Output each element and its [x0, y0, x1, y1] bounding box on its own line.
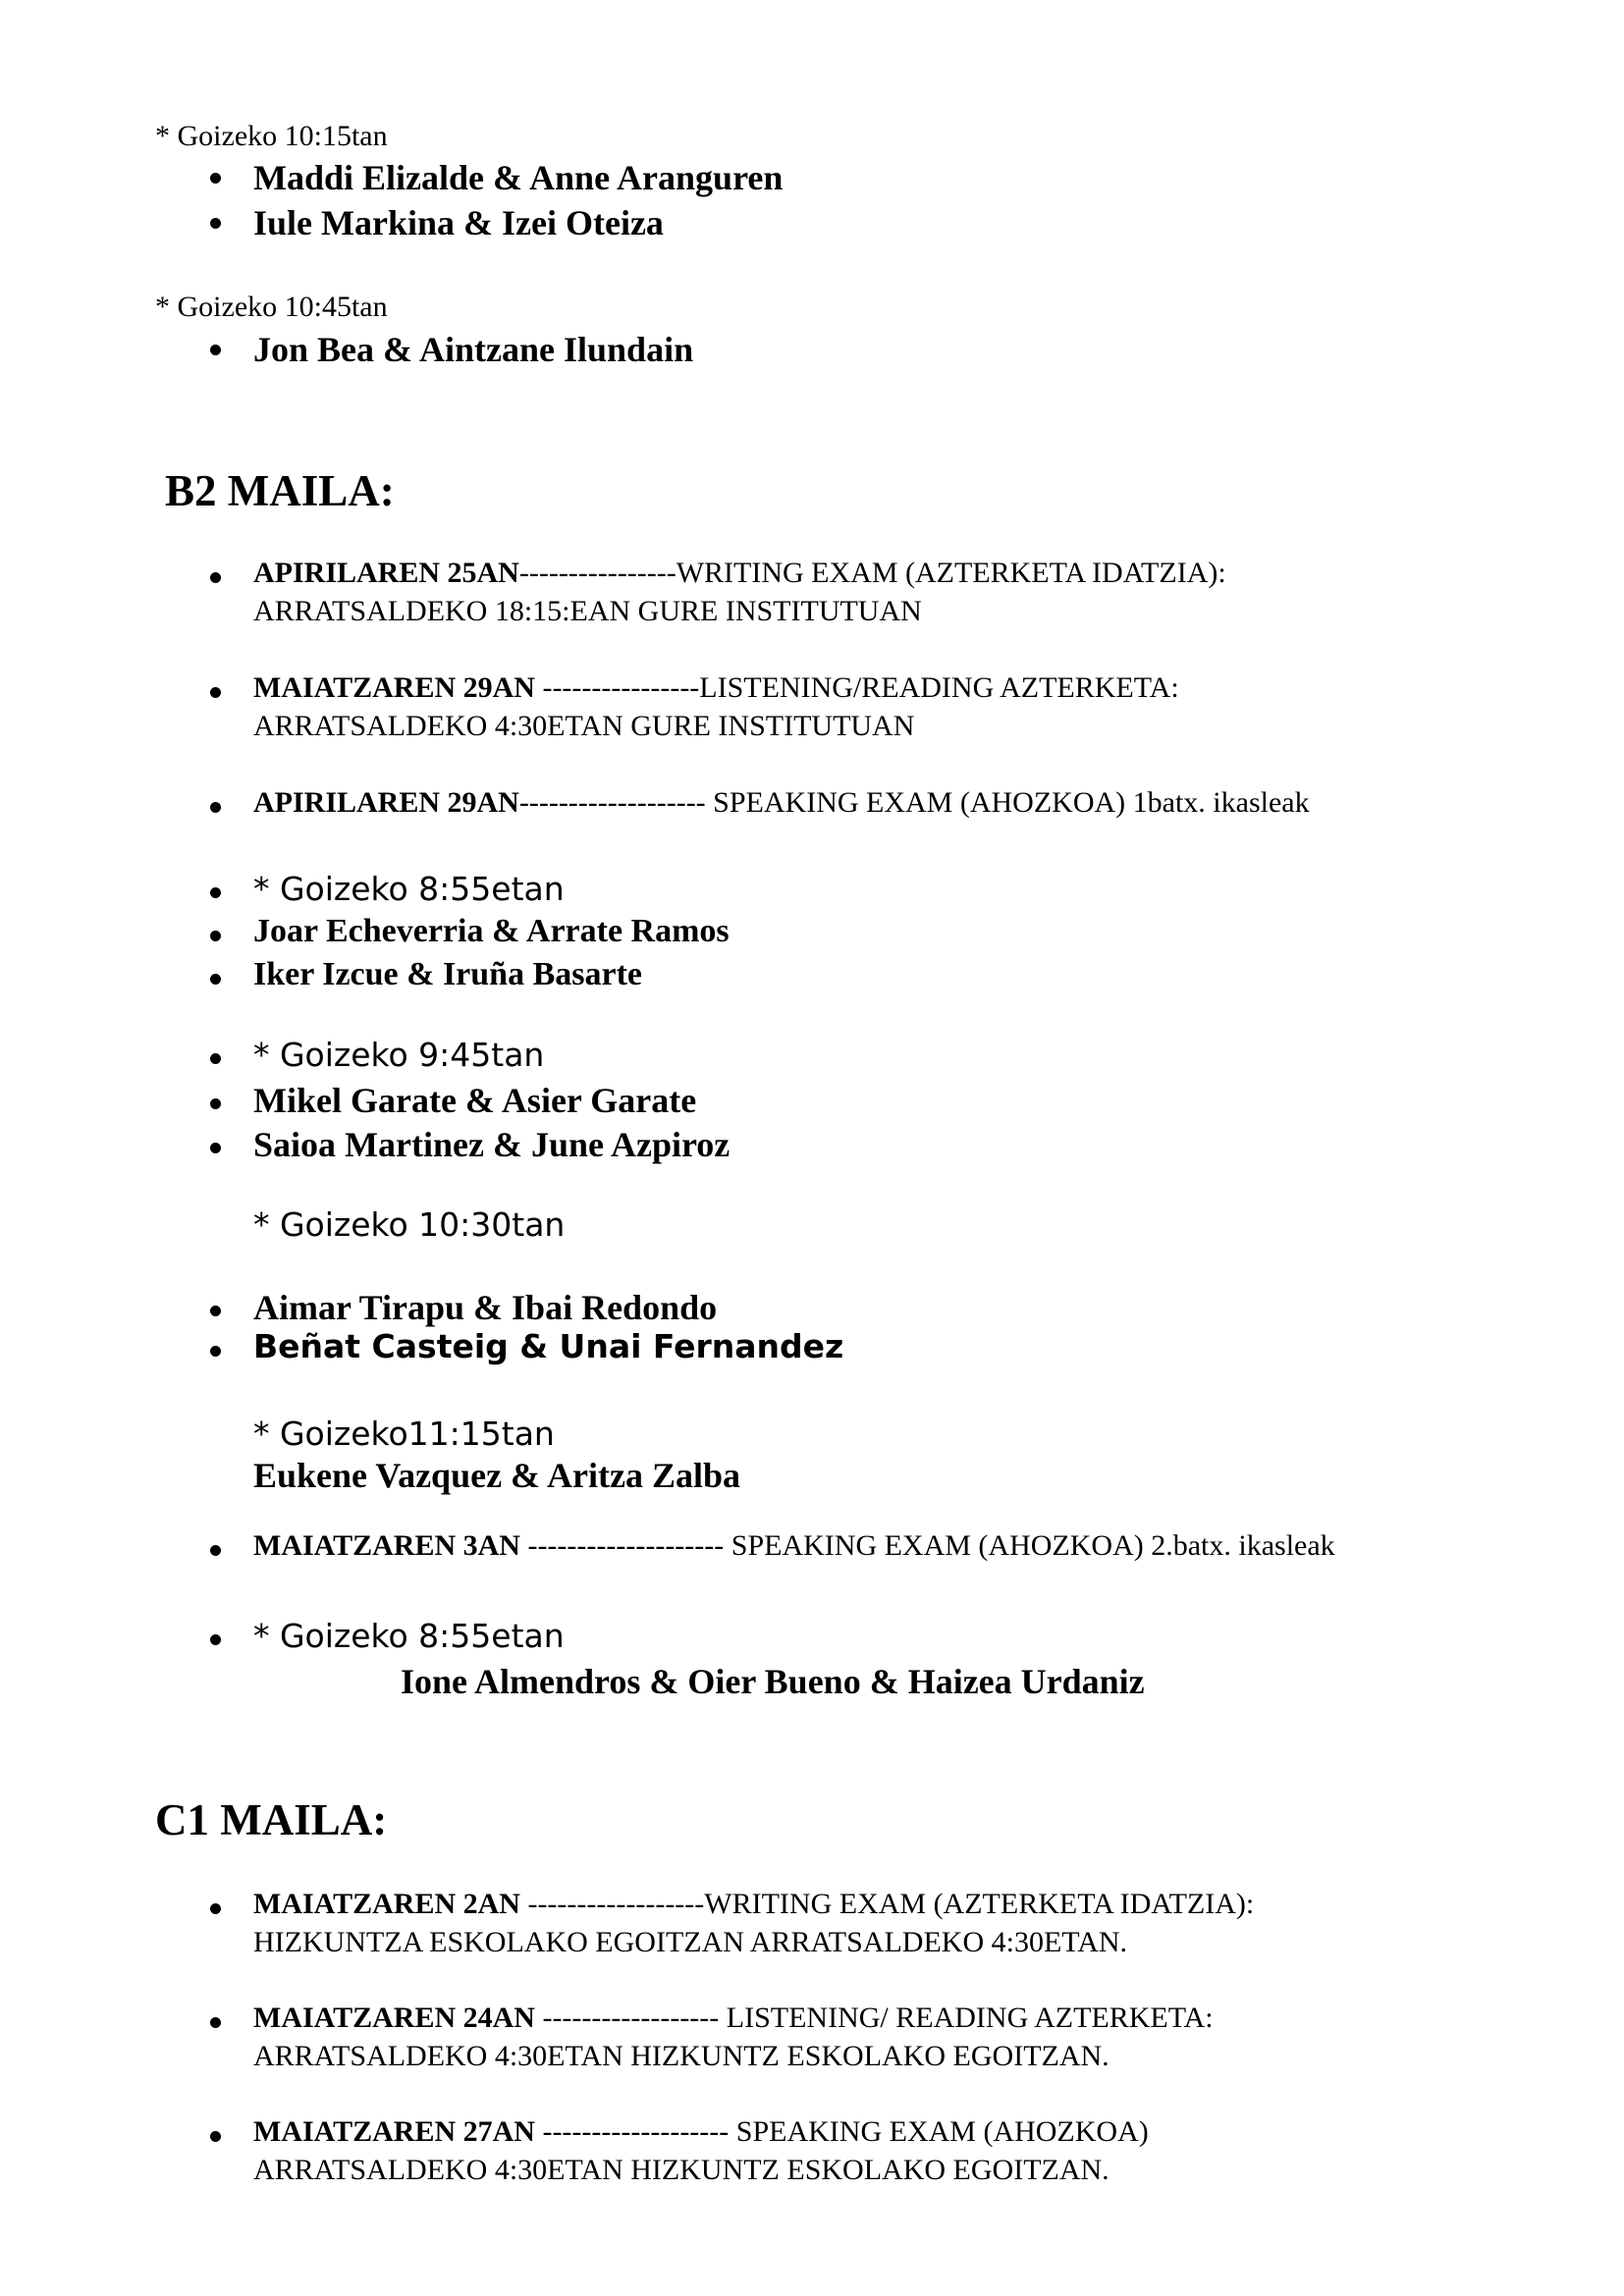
bullet-icon — [210, 1346, 221, 1357]
name-pair: Mikel Garate & Asier Garate — [253, 1081, 697, 1120]
name-pair: Eukene Vazquez & Aritza Zalba — [253, 1456, 741, 1495]
bullet-icon — [210, 1143, 221, 1153]
exam-desc: ----------------LISTENING/READING AZTERKETA: — [534, 671, 1179, 704]
time-label: * Goizeko 10:45tan — [155, 291, 388, 323]
exam-date: MAIATZAREN 3AN — [253, 1529, 520, 1562]
exam-item — [253, 1888, 1254, 1921]
bullet-icon — [210, 931, 221, 941]
bullet-icon — [210, 1098, 221, 1109]
exam-date: APIRILAREN 29AN — [253, 786, 519, 819]
exam-date: MAIATZAREN 24AN — [253, 2002, 535, 2034]
exam-desc: ------------------- SPEAKING EXAM (AHOZKOA) — [534, 2115, 1149, 2148]
time-label: * Goizeko11:15tan — [253, 1415, 555, 1453]
bullet-icon — [210, 1634, 221, 1645]
section-heading-b2: B2 MAILA: — [165, 466, 395, 515]
exam-item — [253, 786, 1310, 820]
bullet-icon — [210, 802, 221, 813]
name-group: Ione Almendros & Oier Bueno & Haizea Urdaniz — [401, 1662, 1145, 1701]
name-pair: Jon Bea & Aintzane Ilundain — [253, 330, 694, 369]
exam-item — [253, 2115, 1149, 2149]
bullet-icon — [210, 2017, 221, 2028]
bullet-icon — [210, 572, 221, 583]
name-pair: Saioa Martinez & June Azpiroz — [253, 1125, 731, 1164]
exam-item — [253, 671, 1179, 705]
bullet-icon — [210, 2131, 221, 2142]
bullet-icon — [210, 1545, 221, 1556]
exam-desc: ----------------WRITING EXAM (AZTERKETA IDATZIA): — [518, 557, 1226, 589]
bullet-icon — [210, 974, 221, 985]
exam-date: MAIATZAREN 2AN — [253, 1888, 520, 1920]
time-label: * Goizeko 9:45tan — [253, 1036, 545, 1074]
exam-desc: ------------------WRITING EXAM (AZTERKETA IDATZIA): — [519, 1888, 1255, 1920]
name-pair: Aimar Tirapu & Ibai Redondo — [253, 1288, 718, 1327]
exam-desc: ------------------- SPEAKING EXAM (AHOZKOA) 1batx. ikasleak — [518, 786, 1310, 819]
time-label: * Goizeko 10:15tan — [155, 120, 388, 152]
bullet-icon — [210, 687, 221, 698]
exam-item — [253, 2002, 1214, 2035]
exam-date: MAIATZAREN 27AN — [253, 2115, 535, 2148]
exam-detail: ARRATSALDEKO 4:30ETAN GURE INSTITUTUAN — [253, 710, 915, 742]
exam-detail: ARRATSALDEKO 18:15:EAN GURE INSTITUTUAN — [253, 595, 922, 627]
time-label: * Goizeko 8:55etan — [253, 870, 565, 908]
exam-detail: ARRATSALDEKO 4:30ETAN HIZKUNTZ ESKOLAKO EGOITZAN. — [253, 2040, 1110, 2072]
exam-detail: HIZKUNTZA ESKOLAKO EGOITZAN ARRATSALDEKO 4:30ETAN. — [253, 1926, 1128, 1958]
name-pair: Maddi Elizalde & Anne Aranguren — [253, 158, 784, 197]
exam-date: MAIATZAREN 29AN — [253, 671, 535, 704]
name-pair: Joar Echeverria & Arrate Ramos — [253, 913, 730, 949]
name-pair: Iule Markina & Izei Oteiza — [253, 203, 664, 242]
bullet-icon — [210, 887, 221, 898]
bullet-icon — [210, 1053, 221, 1064]
bullet-icon — [210, 173, 221, 184]
exam-item — [253, 1529, 1335, 1563]
name-pair: Beñat Casteig & Unai Fernandez — [253, 1327, 844, 1365]
bullet-icon — [210, 218, 221, 229]
bullet-icon — [210, 1903, 221, 1914]
section-heading-c1: C1 MAILA: — [155, 1795, 388, 1844]
bullet-icon — [210, 345, 221, 355]
exam-date: APIRILAREN 25AN — [253, 557, 519, 589]
name-pair: Iker Izcue & Iruña Basarte — [253, 956, 642, 992]
time-label: * Goizeko 10:30tan — [253, 1205, 566, 1244]
exam-desc: ------------------ LISTENING/ READING AZTERKETA: — [534, 2002, 1214, 2034]
time-label: * Goizeko 8:55etan — [253, 1617, 565, 1655]
exam-item — [253, 557, 1226, 590]
exam-detail: ARRATSALDEKO 4:30ETAN HIZKUNTZ ESKOLAKO EGOITZAN. — [253, 2154, 1110, 2186]
exam-dashes: -------------------- SPEAKING EXAM (AHOZKOA) 2.batx. ikasleak — [519, 1529, 1335, 1562]
bullet-icon — [210, 1306, 221, 1316]
